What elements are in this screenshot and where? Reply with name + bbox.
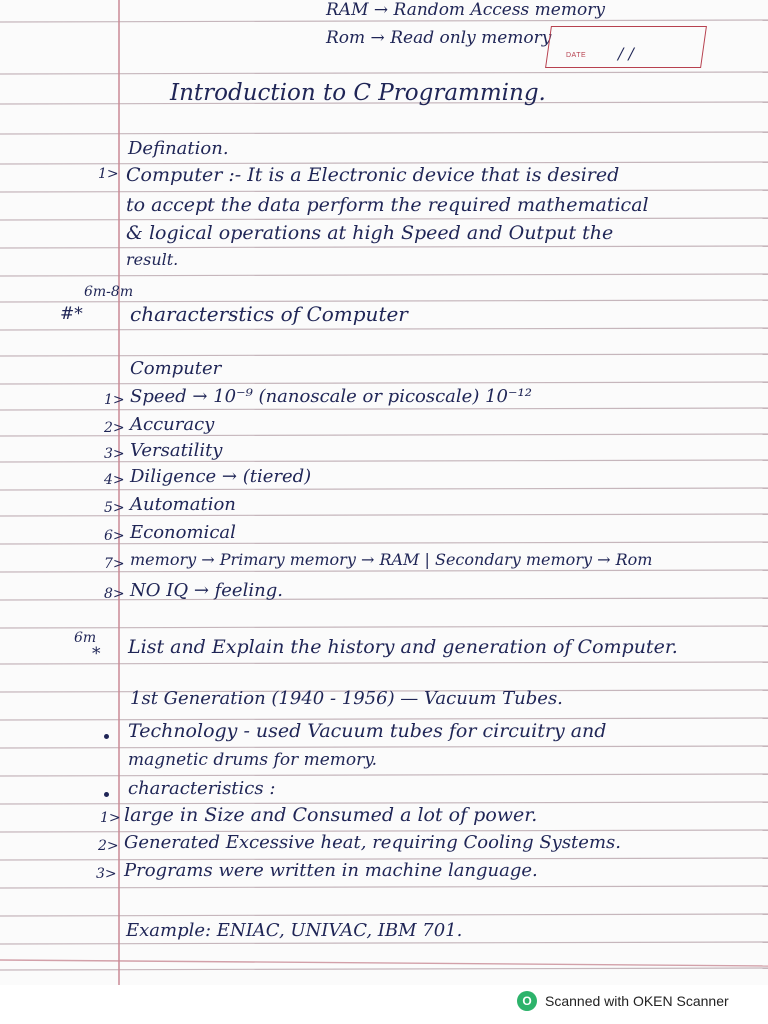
history-example: Example: ENIAC, UNIVAC, IBM 701. xyxy=(126,920,463,941)
characteristics-heading: characterstics of Computer xyxy=(130,302,408,326)
history-point-1: large in Size and Consumed a lot of power. xyxy=(124,804,538,826)
history-char-heading: characteristics : xyxy=(128,778,276,799)
oken-logo-icon: O xyxy=(517,991,537,1011)
characteristics-marks: 6m-8m xyxy=(84,284,134,300)
char-item-num-2: 2> xyxy=(104,420,125,436)
char-item-num-1: 1> xyxy=(104,392,125,408)
history-point-num-2: 2> xyxy=(98,838,119,854)
note-rom: Rom → Read only memory xyxy=(326,28,552,48)
history-question: List and Explain the history and generation of Computer. xyxy=(128,636,678,658)
char-item-num-6: 6> xyxy=(104,528,125,544)
history-point-num-3: 3> xyxy=(96,866,117,882)
definition-number: 1> xyxy=(98,166,119,182)
history-marks: 6m xyxy=(74,630,97,646)
char-item-3: Versatility xyxy=(130,440,223,461)
technology-line-1: Technology - used Vacuum tubes for circuitry and xyxy=(128,720,607,742)
technology-line-2: magnetic drums for memory. xyxy=(128,750,378,770)
char-item-8: NO IQ → feeling. xyxy=(130,580,283,601)
char-item-4: Diligence → (tiered) xyxy=(130,466,312,487)
definition-line-1: Computer :- It is a Electronic device that is desired xyxy=(126,164,620,186)
scanner-watermark xyxy=(517,990,729,1012)
history-point-2: Generated Excessive heat, requiring Cooling Systems. xyxy=(124,832,621,853)
definition-line-3: & logical operations at high Speed and Output the xyxy=(126,222,614,244)
bullet-technology xyxy=(104,734,109,739)
char-item-num-8: 8> xyxy=(104,586,125,602)
char-item-1: Speed → 10⁻⁹ (nanoscale or picoscale) 10⁻¹² xyxy=(130,386,532,407)
generation-heading: 1st Generation (1940 - 1956) — Vacuum Tubes. xyxy=(130,688,563,709)
history-point-3: Programs were written in machine language. xyxy=(124,860,538,881)
characteristics-subheading: Computer xyxy=(130,358,222,379)
history-point-num-1: 1> xyxy=(100,810,121,826)
char-item-num-3: 3> xyxy=(104,446,125,462)
definition-line-4: result. xyxy=(126,250,179,269)
note-ram: RAM → Random Access memory xyxy=(326,0,605,20)
scanner-watermark-text: Scanned with OKEN Scanner xyxy=(545,993,729,1009)
char-item-7: memory → Primary memory → RAM | Secondary memory → Rom xyxy=(130,550,653,569)
char-item-5: Automation xyxy=(130,494,236,515)
history-star: * xyxy=(92,644,101,664)
characteristics-star: #* xyxy=(60,304,83,324)
date-label: DATE xyxy=(566,52,587,59)
char-item-6: Economical xyxy=(130,522,236,543)
bullet-characteristics xyxy=(104,792,109,797)
date-value: / / xyxy=(618,44,634,63)
char-item-num-5: 5> xyxy=(104,500,125,516)
definition-heading: Defination. xyxy=(128,138,229,159)
char-item-2: Accuracy xyxy=(130,414,215,435)
char-item-num-7: 7> xyxy=(104,556,125,572)
definition-line-2: to accept the data perform the required mathematical xyxy=(126,194,649,216)
char-item-num-4: 4> xyxy=(104,472,125,488)
page-title: Introduction to C Programming. xyxy=(170,80,546,106)
